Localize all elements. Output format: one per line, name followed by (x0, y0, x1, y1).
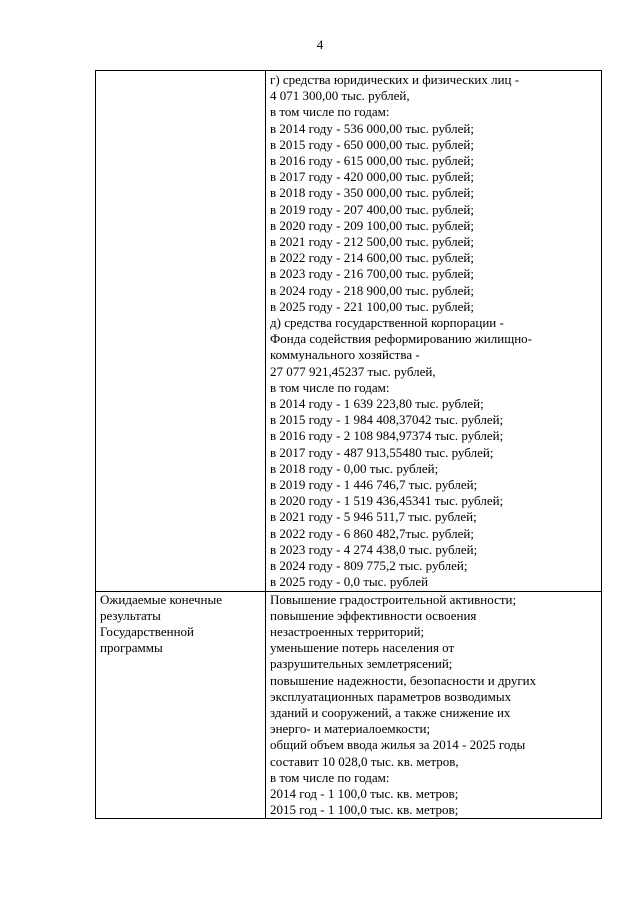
content-line: в 2021 году - 212 500,00 тыс. рублей; (270, 234, 474, 250)
content-line: г) средства юридических и физических лиц - (270, 72, 520, 87)
table-row (96, 71, 602, 592)
content-line: в 2025 году - 0,0 тыс. рублей (270, 574, 429, 590)
label-line: результаты (100, 607, 161, 623)
table-row (96, 591, 602, 819)
content-line: в том числе по годам: (270, 769, 390, 785)
content-line: 2015 год - 1 100,0 тыс. кв. метров; (270, 802, 459, 818)
content-line: разрушительных землетрясений; (270, 656, 453, 672)
content-line: в 2020 году - 1 519 436,45341 тыс. рублей; (270, 493, 504, 509)
content-line: в 2018 году - 350 000,00 тыс. рублей; (270, 185, 474, 201)
content-line: в 2023 году - 216 700,00 тыс. рублей; (270, 266, 474, 282)
label-line: программы (100, 640, 163, 656)
content-line: в 2025 году - 221 100,00 тыс. рублей; (270, 298, 474, 314)
content-line: в 2016 году - 2 108 984,97374 тыс. рублей; (270, 428, 504, 444)
content-line: в 2024 году - 809 775,2 тыс. рублей; (270, 558, 468, 574)
content-line: в 2014 году - 1 639 223,80 тыс. рублей; (270, 396, 484, 412)
content-line: в 2018 году - 0,00 тыс. рублей; (270, 460, 439, 476)
content-line: в 2016 году - 615 000,00 тыс. рублей; (270, 153, 474, 169)
content-line: зданий и сооружений, а также снижение их (270, 704, 511, 720)
label-line: Государственной (100, 623, 195, 639)
content-line: повышение надежности, безопасности и других (270, 672, 537, 688)
content-line: в 2022 году - 6 860 482,7тыс. рублей; (270, 525, 474, 541)
content-line: 2014 год - 1 100,0 тыс. кв. метров; (270, 785, 459, 801)
program-table (95, 70, 602, 819)
content-line: в 2021 году - 5 946 511,7 тыс. рублей; (270, 509, 477, 525)
row-label-cell (96, 591, 266, 819)
content-line: в 2024 году - 218 900,00 тыс. рублей; (270, 282, 474, 298)
content-line: в 2019 году - 207 400,00 тыс. рублей; (270, 201, 474, 217)
content-line: в том числе по годам: (270, 379, 390, 395)
content-line: составит 10 028,0 тыс. кв. метров, (270, 753, 459, 769)
row-label-cell (96, 71, 266, 592)
content-line: в 2015 году - 650 000,00 тыс. рублей; (270, 136, 474, 152)
content-line: в 2015 году - 1 984 408,37042 тыс. рублей; (270, 412, 504, 428)
content-line: Фонда содействия реформированию жилищно- (270, 331, 533, 347)
content-line: в 2020 году - 209 100,00 тыс. рублей; (270, 217, 474, 233)
content-line: в 2017 году - 487 913,55480 тыс. рублей; (270, 444, 494, 460)
content-line: в 2014 году - 536 000,00 тыс. рублей; (270, 120, 474, 136)
content-line: 27 077 921,45237 тыс. рублей, (270, 363, 436, 379)
label-line: Ожидаемые конечные (100, 591, 223, 607)
content-line: незастроенных территорий; (270, 623, 425, 639)
content-line: в 2019 году - 1 446 746,7 тыс. рублей; (270, 477, 478, 493)
content-line: в 2017 году - 420 000,00 тыс. рублей; (270, 169, 474, 185)
content-line: коммунального хозяйства - (270, 347, 420, 363)
row-content-cell (266, 591, 602, 819)
content-line: уменьшение потерь населения от (270, 640, 455, 656)
row-content-cell (266, 71, 602, 592)
content-line: д) средства государственной корпорации - (270, 315, 504, 331)
content-line: энерго- и материалоемкости; (270, 721, 431, 737)
content-line: Повышение градостроительной активности; (270, 591, 517, 607)
content-line: в том числе по годам: (270, 104, 390, 120)
content-line: в 2023 году - 4 274 438,0 тыс. рублей; (270, 541, 478, 557)
content-line: эксплуатационных параметров возводимых (270, 688, 512, 704)
content-line: 4 071 300,00 тыс. рублей, (270, 88, 410, 104)
content-line: в 2022 году - 214 600,00 тыс. рублей; (270, 250, 474, 266)
content-line: общий объем ввода жилья за 2014 - 2025 годы (270, 737, 526, 753)
content-line: повышение эффективности освоения (270, 607, 477, 623)
page-number: 4 (316, 37, 324, 52)
